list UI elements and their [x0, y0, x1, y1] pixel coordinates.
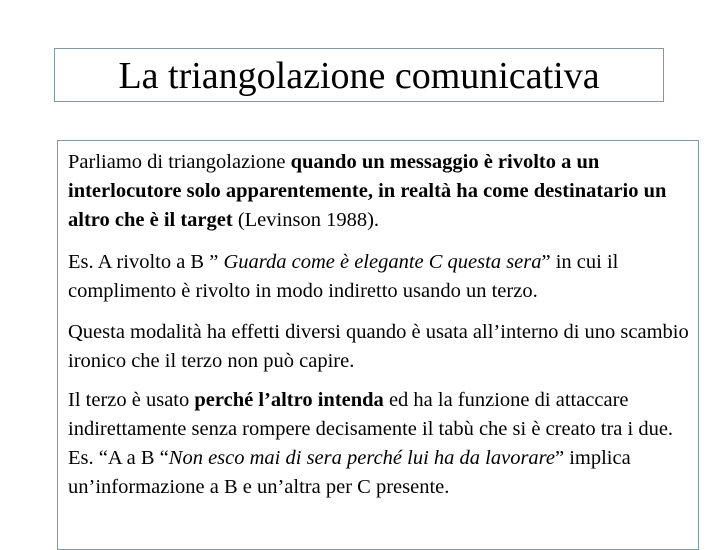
p1-text-2: (Levinson 1988). — [232, 209, 380, 231]
p4-text-2: ed ha la funzione di attaccare indirettamente senza rompere decisamente il tabù che si è creato tra i due. Es. “A a B “ — [68, 389, 674, 469]
p2-text-2: ” in cui il complimento è rivolto in modo indiretto usando un terzo. — [68, 251, 619, 302]
paragraph-example — [68, 248, 690, 306]
p2-text-1: Es. A rivolto a B ” — [68, 251, 224, 273]
p3-text-1: Questa modalità ha effetti diversi quando è usata all’interno di uno scambio ironico che il terzo non può capire. — [68, 321, 689, 372]
p1-bold-1: quando un messaggio è rivolto a un interlocutore solo apparentemente, in realtà ha come destinatario un altro che è il target — [68, 151, 667, 231]
p4-bold-1: perché l’altro intenda — [194, 389, 384, 411]
p4-italic-1: Non esco mai di sera perché lui ha da lavorare — [168, 447, 555, 469]
paragraph-third-party — [68, 386, 690, 502]
paragraph-definition — [68, 148, 690, 235]
slide-title: La triangolazione comunicativa — [118, 55, 600, 97]
p1-text-1: Parliamo di triangolazione — [68, 151, 291, 173]
p4-text-1: Il terzo è usato — [68, 389, 195, 411]
title-box — [54, 48, 664, 102]
p2-italic-1: Guarda come è elegante C questa sera — [223, 251, 542, 273]
p4-text-3: ” implica un’informazione a B e un’altra per C presente. — [68, 447, 631, 498]
paragraph-irony — [68, 318, 690, 376]
content-box — [57, 140, 699, 550]
